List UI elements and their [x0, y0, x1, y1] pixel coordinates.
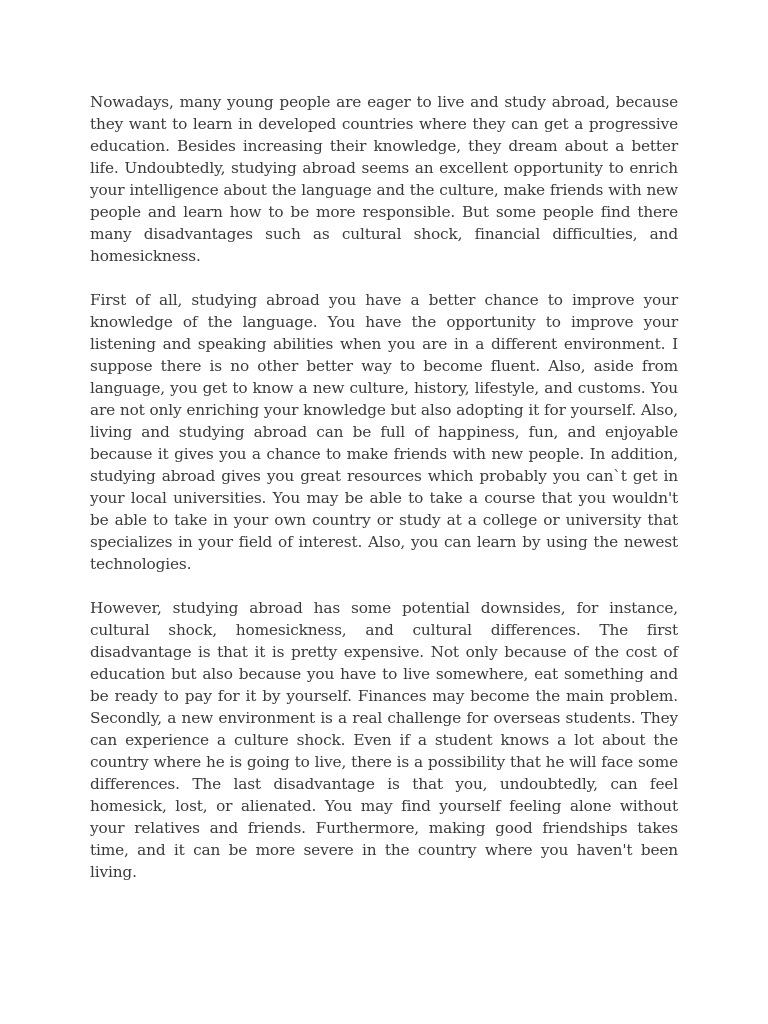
paragraph-introduction: Nowadays, many young people are eager to live and study abroad, because they want to learn in developed countries where they can get a progressive education. Besides increasing their knowledge, they dream about a better life. Undoubtedly, studying abroad seems an excellent opportunity to enrich your intelligence about the language and the culture, make friends with new people and learn how to be more responsible. But some people find there many disadvantages such as cultural shock, financial difficulties, and homesickness. [90, 93, 678, 265]
document-body [90, 91, 678, 883]
paragraph-advantages: First of all, studying abroad you have a better chance to improve your knowledge of the language. You have the opportunity to improve your listening and speaking abilities when you are in a different environment. I suppose there is no other better way to become fluent. Also, aside from language, you get to know a new culture, history, lifestyle, and customs. You are not only enriching your knowledge but also adopting it for yourself. Also, living and studying abroad can be full of happiness, fun, and enjoyable because it gives you a chance to make friends with new people. In addition, studying abroad gives you great resources which probably you can`t get in your local universities. You may be able to take a course that you wouldn't be able to take in your own country or study at a college or university that specializes in your field of interest. Also, you can learn by using the newest technologies. [90, 291, 678, 573]
paragraph-disadvantages: However, studying abroad has some potential downsides, for instance, cultural shock, homesickness, and cultural differences. The first disadvantage is that it is pretty expensive. Not only because of the cost of education but also because you have to live somewhere, eat something and be ready to pay for it by yourself. Finances may become the main problem. Secondly, a new environment is a real challenge for overseas students. They can experience a culture shock. Even if a student knows a lot about the country where he is going to live, there is a possibility that he will face some differences. The last disadvantage is that you, undoubtedly, can feel homesick, lost, or alienated. You may find yourself feeling alone without your relatives and friends. Furthermore, making good friendships takes time, and it can be more severe in the country where you haven't been living. [90, 599, 678, 881]
